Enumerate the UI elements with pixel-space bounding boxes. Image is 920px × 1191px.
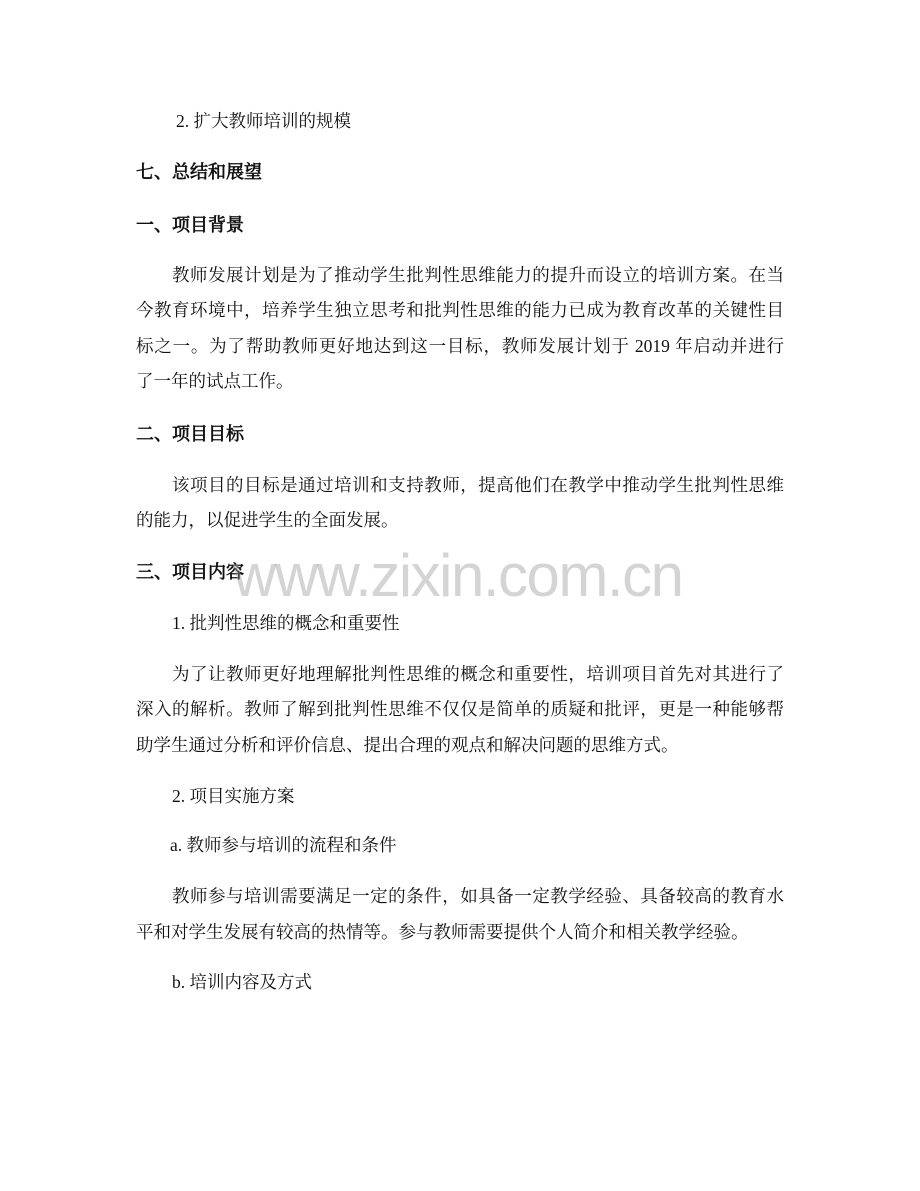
participation-paragraph-line: 平和对学生发展有较高的热情等。参与教师需要提供个人简介和相关教学经验。 bbox=[136, 922, 749, 942]
section-heading-summary: 七、总结和展望 bbox=[136, 162, 262, 182]
background-paragraph-line: 教师发展计划是为了推动学生批判性思维能力的提升而设立的培训方案。在当 bbox=[172, 265, 784, 285]
critical-thinking-paragraph-line: 助学生通过分析和评价信息、提出合理的观点和解决问题的思维方式。 bbox=[136, 735, 679, 755]
participation-paragraph-line: 教师参与培训需要满足一定的条件，如具备一定教学经验、具备较高的教育水 bbox=[172, 886, 784, 906]
background-paragraph-line: 了一年的试点工作。 bbox=[136, 371, 294, 391]
background-paragraph-line: 今教育环境中，培养学生独立思考和批判性思维的能力已成为教育改革的关键性目 bbox=[136, 300, 784, 320]
critical-thinking-paragraph-line: 深入的解析。教师了解到批判性思维不仅仅是简单的质疑和批评，更是一种能够帮 bbox=[136, 699, 784, 719]
background-paragraph-line: 标之一。为了帮助教师更好地达到这一目标，教师发展计划于 2019 年启动并进行 bbox=[136, 336, 784, 356]
list-item-expand-training-scale: 2. 扩大教师培训的规模 bbox=[176, 111, 351, 131]
subsection-title-participation-process: a. 教师参与培训的流程和条件 bbox=[170, 835, 397, 855]
section-heading-content: 三、项目内容 bbox=[136, 562, 244, 582]
subsection-title-training-content: b. 培训内容及方式 bbox=[172, 972, 312, 992]
goal-paragraph-line: 的能力，以促进学生的全面发展。 bbox=[136, 510, 399, 530]
section-heading-background: 一、项目背景 bbox=[136, 215, 244, 235]
watermark: www.zixin.com.cn bbox=[233, 542, 683, 609]
section-heading-goal: 二、项目目标 bbox=[136, 424, 244, 444]
subsection-title-critical-thinking: 1. 批判性思维的概念和重要性 bbox=[172, 613, 400, 633]
critical-thinking-paragraph-line: 为了让教师更好地理解批判性思维的概念和重要性，培训项目首先对其进行了 bbox=[172, 664, 784, 684]
goal-paragraph-line: 该项目的目标是通过培训和支持教师，提高他们在教学中推动学生批判性思维 bbox=[172, 475, 784, 495]
subsection-title-implementation-plan: 2. 项目实施方案 bbox=[172, 786, 295, 806]
